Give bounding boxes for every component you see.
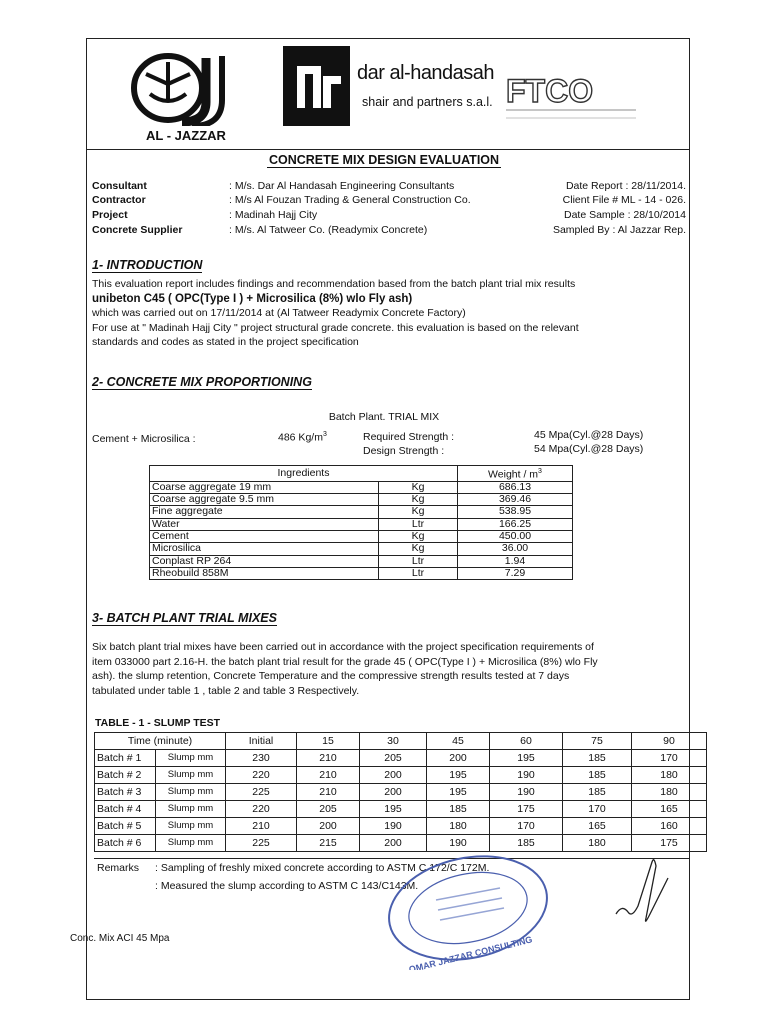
remarks-label: Remarks xyxy=(97,862,140,874)
info-right: Sampled By : Al Jazzar Rep. xyxy=(552,224,686,236)
batch-plant-paragraph: Six batch plant trial mixes have been carried out in accordance with the project specification requirements of item 033000 part 2.16-H. the batch plant trial result for the grade 45 ( OPC(Type I ) + Microsilica (8%) wlo Fly ash). the slump retention, Concrete Temperature and the compressive strength results tested at 7 days tabulated under table 1 , table 2 and table 3 Respectively. xyxy=(92,641,598,697)
weight-header: Weight / $m^3$ xyxy=(458,466,573,482)
info-value: : M/s. Dar Al Handasah Engineering Consultants xyxy=(229,180,455,192)
dar-al-handasah-name: dar al-handasah xyxy=(357,62,495,84)
al-jazzar-label: AL - JAZZAR xyxy=(146,128,226,143)
design-strength-label: Design Strength : xyxy=(363,445,445,457)
info-row-contractor xyxy=(92,194,688,209)
footer-note: Conc. Mix ACI 45 Mpa xyxy=(70,933,170,944)
cement-label: Cement + Microsilica : xyxy=(92,433,196,445)
info-label: Project xyxy=(92,209,128,221)
info-label: Concrete Supplier xyxy=(92,224,183,236)
remark-sampling: : Sampling of freshly mixed concrete according to ASTM C 172/C 172M. xyxy=(155,862,490,874)
info-right: Date Sample : 28/10/2014 xyxy=(563,209,686,221)
ingredients-header: Ingredients xyxy=(150,466,458,482)
table-header-row xyxy=(150,466,573,482)
dar-al-handasah-mark xyxy=(283,46,350,126)
table-row: Water Ltr 166.25 xyxy=(150,518,573,530)
al-jazzar-logo xyxy=(126,50,244,126)
section-introduction-heading: 1- INTRODUCTION xyxy=(92,258,203,272)
header-divider xyxy=(87,149,689,150)
remark-slump: : Measured the slump according to ASTM C 143/C143M. xyxy=(155,880,419,892)
info-right: Date Report : 28/11/2014. xyxy=(565,180,686,192)
table-row: Batch # 2 Slump mm 220 210 200 195 190 185 180 xyxy=(95,767,707,784)
table-row: Coarse aggregate 19 mm Kg 686.13 xyxy=(150,481,573,493)
document-title: CONCRETE MIX DESIGN EVALUATION xyxy=(268,153,500,167)
stamp-text: OMAR JAZZAR CONSULTING xyxy=(407,934,534,970)
required-strength-label: Required Strength : xyxy=(363,431,455,443)
cement-value: 486 $Kg/m^3$ xyxy=(278,431,327,444)
info-right: Client File # ML - 14 - 026. xyxy=(562,194,686,206)
slump-test-table xyxy=(94,732,707,852)
required-strength-value: 45 Mpa(Cyl.@28 Days) xyxy=(534,429,644,441)
info-row-project xyxy=(92,209,688,224)
dar-al-handasah-subtitle: shair and partners s.a.l. xyxy=(362,95,493,109)
info-value: : Madinah Hajj City xyxy=(229,209,318,221)
signature xyxy=(608,848,678,928)
company-stamp xyxy=(376,850,556,970)
table-row: Batch # 5 Slump mm 210 200 190 180 170 165 160 xyxy=(95,818,707,835)
ftco-logo-text: FTCO xyxy=(506,73,594,109)
table-row: Coarse aggregate 9.5 mm Kg 369.46 xyxy=(150,494,573,506)
slump-table-title: TABLE - 1 - SLUMP TEST xyxy=(95,717,221,729)
table-row: Conplast RP 264 Ltr 1.94 xyxy=(150,555,573,567)
design-strength-value: 54 Mpa(Cyl.@28 Days) xyxy=(534,443,644,455)
info-value: : M/s Al Fouzan Trading & General Construction Co. xyxy=(229,194,471,206)
section-mix-proportioning-heading: 2- CONCRETE MIX PROPORTIONING xyxy=(92,375,312,389)
time-header: Time (minute) xyxy=(95,733,226,750)
trial-mix-title: Batch Plant. TRIAL MIX xyxy=(328,411,440,423)
table-row: Batch # 4 Slump mm 220 205 195 185 175 170 165 xyxy=(95,801,707,818)
info-value: : M/s. Al Tatweer Co. (Readymix Concrete) xyxy=(229,224,428,236)
table-row: Batch # 3 Slump mm 225 210 200 195 190 185 180 xyxy=(95,784,707,801)
introduction-paragraph: This evaluation report includes findings and recommendation based from the batch plant trial mix results unibeton C45 ( OPC(Type I ) + Microsilica (8%) wlo Fly ash) which was carried out on 17/11/2014 at (Al Tatweer Readymix Concrete Factory) For use at " Madinah Hajj City " project structural grade concrete. this evaluation is based on the relevant standards and codes as stated in the project specification xyxy=(92,278,579,348)
ingredients-table xyxy=(149,465,573,580)
table-row: Cement Kg 450.00 xyxy=(150,530,573,542)
table-row: Batch # 1 Slump mm 230 210 205 200 195 185 170 xyxy=(95,750,707,767)
info-label: Consultant xyxy=(92,180,147,192)
info-row-supplier xyxy=(92,224,688,239)
table-row: Rheobuild 858M Ltr 7.29 xyxy=(150,567,573,579)
info-label: Contractor xyxy=(92,194,146,206)
info-row-consultant xyxy=(92,180,688,195)
section-batch-plant-heading: 3- BATCH PLANT TRIAL MIXES xyxy=(92,611,277,625)
ftco-logo xyxy=(500,66,642,124)
table-row: Microsilica Kg 36.00 xyxy=(150,543,573,555)
table-header-row: Time (minute) Initial 15 30 45 60 75 90 xyxy=(95,733,707,750)
table-row: Batch # 6 Slump mm 225 215 200 190 185 180 175 xyxy=(95,835,707,852)
table-row: Fine aggregate Kg 538.95 xyxy=(150,506,573,518)
